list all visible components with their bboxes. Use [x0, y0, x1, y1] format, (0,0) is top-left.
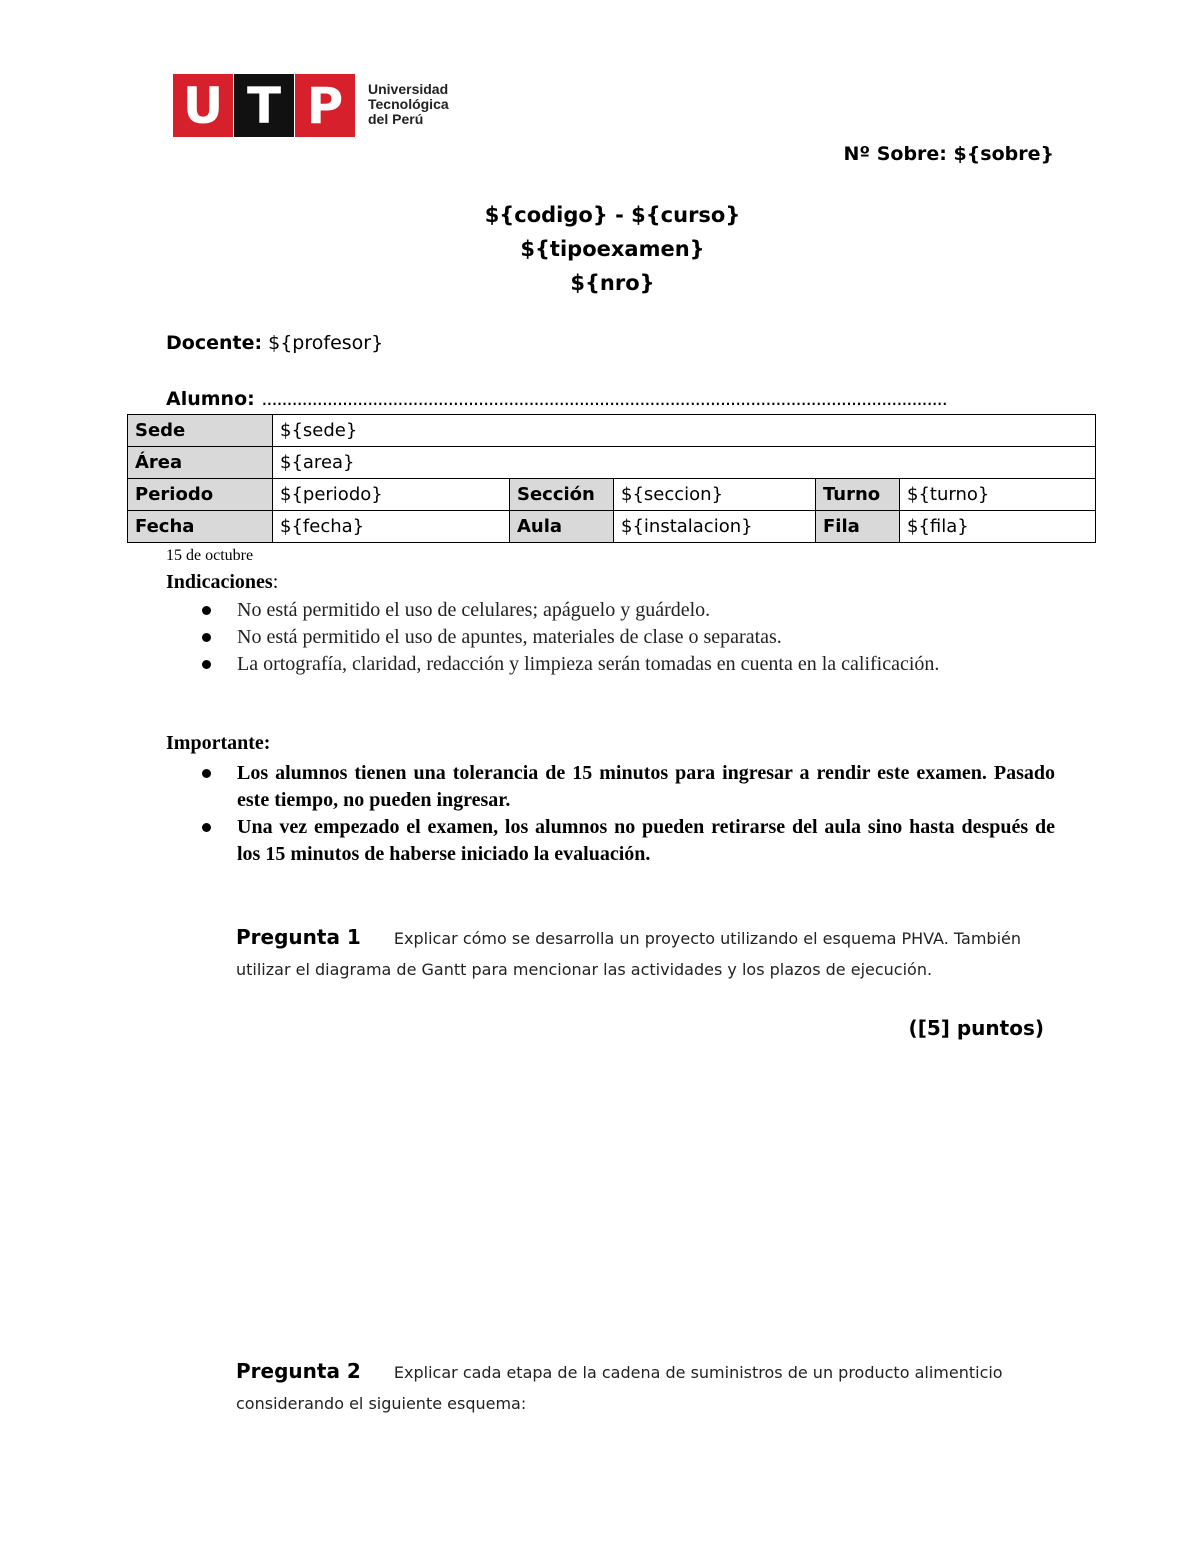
logo-letter-u: U — [173, 74, 233, 137]
logo-name-line: Tecnológica — [368, 96, 449, 112]
area-label: Área — [128, 447, 273, 479]
importante-text: Los alumnos tienen una tolerancia de 15 minutos para ingresar a rendir este examen. Pasado este tiempo, no pueden ingresar. — [237, 762, 1055, 811]
docente-line — [166, 332, 383, 354]
pregunta-2-text: Explicar cada etapa de la cadena de suministros de un producto alimenticio considerando el siguiente esquema: — [236, 1363, 1003, 1413]
sede-label: Sede — [128, 415, 273, 447]
seccion-value: ${seccion} — [614, 479, 816, 511]
course-code-title: ${codigo} - ${curso} — [484, 203, 741, 227]
logo-letter-t: T — [234, 74, 294, 137]
fila-value: ${fila} — [900, 511, 1096, 543]
docente-label: Docente: — [166, 332, 263, 354]
aula-value: ${instalacion} — [614, 511, 816, 543]
fila-label: Fila — [816, 511, 900, 543]
utp-logo — [173, 74, 449, 137]
periodo-label: Periodo — [128, 479, 273, 511]
docente-value: ${profesor} — [268, 332, 384, 354]
bullet-icon — [202, 823, 211, 832]
indicacion-text: No está permitido el uso de celulares; apáguelo y guárdelo. — [237, 599, 711, 621]
pregunta-1-points: ([5] puntos) — [908, 1016, 1044, 1040]
table-row — [128, 415, 1096, 447]
logo-university-name — [368, 82, 449, 127]
turno-value: ${turno} — [900, 479, 1096, 511]
table-row — [128, 511, 1096, 543]
logo-name-line: Universidad — [368, 81, 449, 97]
pregunta-2-title: Pregunta 2 — [236, 1359, 361, 1383]
aula-label: Aula — [510, 511, 614, 543]
indicaciones-title-text: Indicaciones — [166, 571, 273, 593]
alumno-line — [166, 388, 947, 410]
indicaciones-list — [166, 597, 1055, 678]
alumno-label: Alumno: — [166, 388, 255, 410]
indicacion-text: No está permitido el uso de apuntes, materiales de clase o separatas. — [237, 626, 782, 648]
bullet-icon — [202, 660, 211, 669]
bullet-icon — [202, 606, 211, 615]
pregunta-1-text: Explicar cómo se desarrolla un proyecto utilizando el esquema PHVA. También utilizar el diagrama de Gantt para mencionar las actividades y los plazos de ejecución. — [236, 929, 1021, 979]
exam-info-table — [127, 414, 1096, 543]
indicaciones-colon: : — [272, 571, 279, 593]
pregunta-1-title: Pregunta 1 — [236, 925, 361, 949]
periodo-value: ${periodo} — [273, 479, 510, 511]
importante-list — [166, 760, 1055, 868]
area-value: ${area} — [273, 447, 1096, 479]
fecha-label: Fecha — [128, 511, 273, 543]
logo-name-line: del Perú — [368, 111, 424, 127]
table-row — [128, 479, 1096, 511]
list-item — [166, 814, 1055, 868]
alumno-dotted-field: ........................................................................................................................................ — [261, 388, 947, 410]
table-row — [128, 447, 1096, 479]
seccion-label: Sección — [510, 479, 614, 511]
exam-type-title: ${tipoexamen} — [520, 237, 705, 261]
importante-title: Importante: — [166, 732, 271, 754]
logo-letter-p: P — [295, 74, 355, 137]
sede-value: ${sede} — [273, 415, 1096, 447]
exam-number-title: ${nro} — [570, 271, 655, 295]
sobre-number: Nº Sobre: ${sobre} — [843, 143, 1054, 165]
list-item — [166, 624, 1055, 651]
list-item — [166, 651, 1055, 678]
list-item — [166, 597, 1055, 624]
pregunta-2 — [236, 1356, 1056, 1419]
indicaciones-title — [166, 571, 278, 594]
bullet-icon — [202, 769, 211, 778]
indicacion-text: La ortografía, claridad, redacción y limpieza serán tomadas en cuenta en la calificación. — [237, 653, 940, 675]
turno-label: Turno — [816, 479, 900, 511]
pregunta-1 — [236, 922, 1056, 985]
list-item — [166, 760, 1055, 814]
fecha-value: ${fecha} — [273, 511, 510, 543]
importante-text: Una vez empezado el examen, los alumnos no pueden retirarse del aula sino hasta después de los 15 minutos de haberse iniciado la evaluación. — [237, 816, 1055, 865]
date-note: 15 de octubre — [166, 547, 254, 564]
bullet-icon — [202, 633, 211, 642]
